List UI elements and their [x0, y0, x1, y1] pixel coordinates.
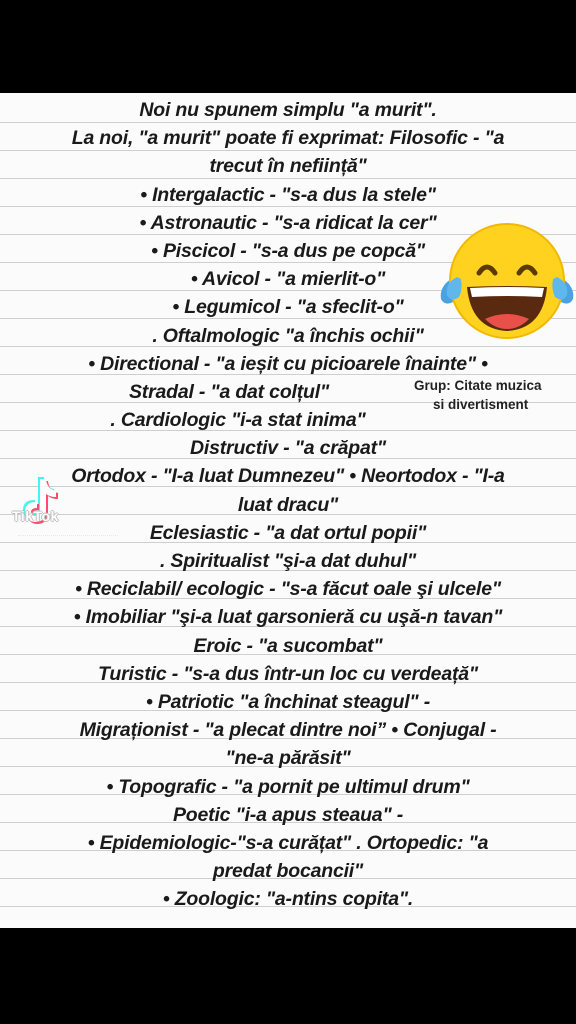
text-line: • Directional - "a ieșit cu picioarele înainte" • — [88, 352, 488, 375]
tiktok-icon — [10, 473, 72, 533]
text-line: • Epidemiologic-"s-a curățat" . Ortopedic: "a — [87, 831, 489, 854]
text-line: Migraționist - "a plecat dintre noi” • Conjugal - — [79, 719, 497, 742]
meme-paper — [0, 93, 576, 928]
text-line: Turistic - "s-a dus într-un loc cu verdeață" — [98, 662, 478, 685]
text-line: Distructiv - "a crăpat" — [190, 437, 386, 460]
tiktok-watermark-name: TikTok — [12, 508, 59, 524]
text-line: Noi nu spunem simplu "a murit". — [139, 99, 437, 121]
group-label-line1: Grup: Citate muzica — [414, 378, 542, 393]
text-line: • Topografic - "a pornit pe ultimul drum" — [106, 775, 470, 798]
group-label — [414, 376, 574, 415]
text-line: . Spiritualist "şi-a dat duhul" — [159, 550, 417, 572]
text-line: • Astronautic - "s-a ridicat la cer" — [139, 211, 437, 234]
group-label-line2: si divertisment — [433, 397, 529, 412]
text-line: • Piscicol - "s-a dus pe copcă" — [151, 239, 425, 262]
text-line: predat bocancii" — [212, 860, 364, 883]
text-line: Stradal - "a dat colțul" — [128, 380, 330, 403]
text-line: • Imobiliar "şi-a luat garsonieră cu uşă-n tavan" — [73, 606, 503, 629]
text-line: • Reciclabil/ ecologic - "s-a făcut oale şi ulcele" — [75, 578, 501, 601]
text-line: . Cardiologic "i-a stat inima" — [110, 409, 366, 432]
text-line: Eroic - "a sucombat" — [193, 634, 383, 657]
text-line: • Patriotic "a închinat steagul" - — [146, 690, 430, 713]
text-line: Poetic "i-a apus steaua" - — [172, 803, 404, 826]
text-line: • Legumicol - "a sfeclit-o" — [172, 296, 404, 319]
text-line: La noi, "a murit" poate fi exprimat: Filosofic - "a — [71, 127, 505, 150]
text-line: • Intergalactic - "s-a dus la stele" — [140, 183, 436, 206]
text-line: . Oftalmologic "a închis ochii" — [152, 324, 424, 347]
text-line: • Avicol - "a mierlit-o" — [190, 268, 386, 291]
tiktok-watermark-handle — [18, 529, 118, 536]
text-line: trecut în neființă" — [209, 155, 367, 178]
text-line: "ne-a părăsit" — [225, 747, 351, 770]
text-line: luat dracu" — [237, 493, 339, 516]
joke-text-lines — [0, 96, 576, 913]
text-line: Eclesiastic - "a dat ortul popii" — [149, 521, 427, 544]
text-line: Ortodox - "I-a luat Dumnezeu" • Neortodox - "I-a — [71, 465, 505, 488]
laughing-tears-emoji-icon — [437, 221, 576, 341]
text-line: • Zoologic: "a-ntins copita". — [162, 888, 414, 911]
